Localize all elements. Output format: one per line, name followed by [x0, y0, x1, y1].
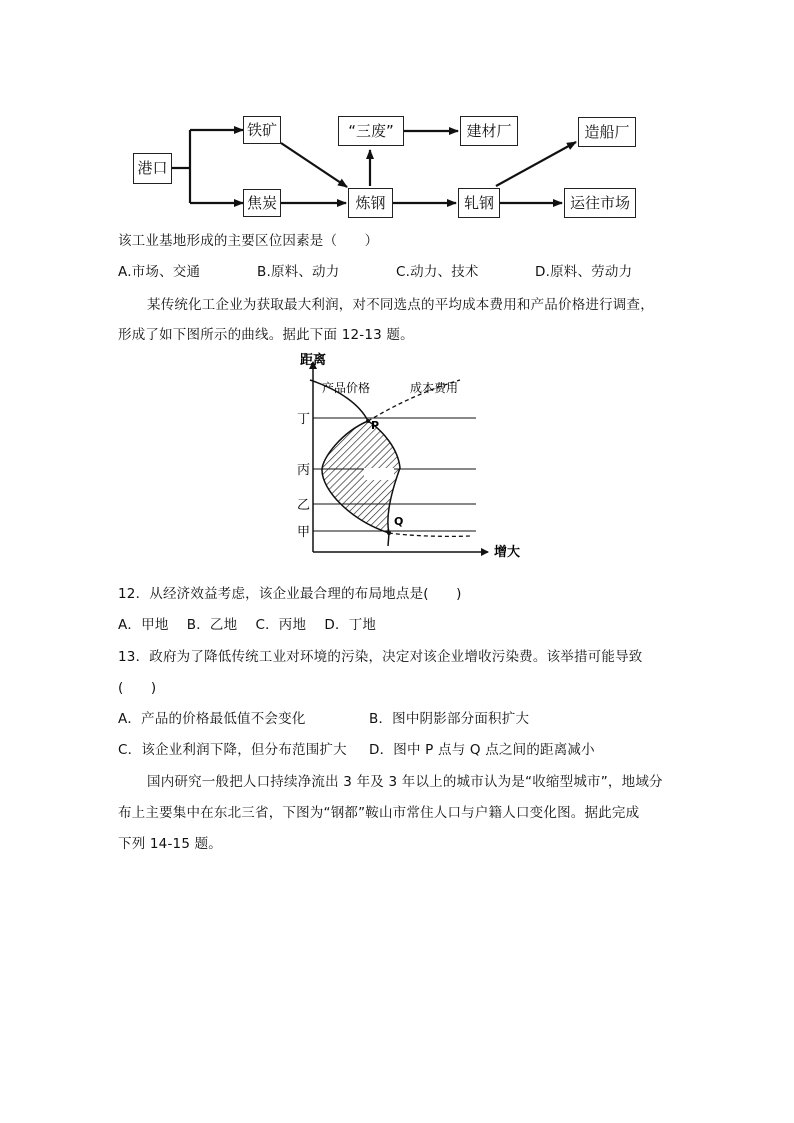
- price-label: 产品价格: [322, 381, 371, 395]
- cost-label: 成本费用: [410, 381, 459, 395]
- intro-14-15-line3: 下列 14-15 题。: [118, 836, 223, 852]
- box-steel-rolling: 轧钢: [458, 188, 500, 218]
- q11-option-c: C.动力、技术: [396, 264, 479, 280]
- arrow-iron-to-steel: [281, 143, 347, 187]
- box-market: 运往市场: [564, 188, 636, 218]
- q11-option-d: D.原料、劳动力: [535, 264, 633, 280]
- box-shipyard: 造船厂: [578, 117, 636, 147]
- box-port: 港口: [133, 153, 172, 184]
- box-iron-ore: 铁矿: [243, 116, 281, 144]
- flowchart-arrows: [0, 0, 794, 225]
- q13-option-b: B．图中阴影部分面积扩大: [369, 711, 530, 727]
- point-q: [387, 531, 391, 535]
- cost-price-chart: [270, 350, 530, 565]
- box-building-materials: 建材厂: [460, 116, 518, 146]
- label-yi: 乙: [297, 498, 311, 513]
- box-three-wastes: “三废”: [338, 116, 404, 146]
- q13-stem: 13．政府为了降低传统工业对环境的污染，决定对该企业增收污染费。该举措可能导致: [118, 649, 643, 665]
- label-p: P: [371, 419, 380, 432]
- q13-option-c: C．该企业利润下降，但分布范围扩大: [118, 742, 347, 758]
- q11-option-a: A.市场、交通: [118, 264, 201, 280]
- intro-12-13-line1: 某传统化工企业为获取最大利润，对不同选点的平均成本费用和产品价格进行调查，: [147, 297, 654, 313]
- intro-12-13-line2: 形成了如下图所示的曲线。据此下面 12-13 题。: [118, 327, 414, 343]
- intro-14-15-line1: 国内研究一般把人口持续净流出 3 年及 3 年以上的城市认为是“收缩型城市”，地域分: [147, 774, 663, 790]
- arrow-rolling-to-shipyard: [496, 142, 576, 186]
- label-jia: 甲: [297, 525, 311, 540]
- point-p: [366, 419, 370, 423]
- q12-stem: 12．从经济效益考虑，该企业最合理的布局地点是( ): [118, 586, 462, 602]
- label-bing: 丙: [297, 463, 311, 478]
- box-steelmaking: 炼钢: [348, 188, 393, 218]
- blank-patch: [364, 468, 394, 480]
- x-axis-label: 增大: [494, 545, 521, 560]
- label-ding: 丁: [297, 412, 311, 427]
- q11-option-b: B.原料、动力: [257, 264, 340, 280]
- box-coke: 焦炭: [243, 189, 281, 217]
- label-q: Q: [394, 515, 404, 528]
- q12-options: A．甲地 B．乙地 C．丙地 D．丁地: [118, 617, 377, 633]
- cost-curve-dashed-low: [389, 533, 470, 536]
- q13-option-d: D．图中 P 点与 Q 点之间的距离减小: [369, 742, 595, 758]
- q13-blank: ( ): [118, 680, 157, 696]
- intro-14-15-line2: 布上主要集中在东北三省，下图为“钢都”鞍山市常住人口与户籍人口变化图。据此完成: [118, 805, 640, 821]
- y-axis-label: 距离: [300, 353, 327, 368]
- q13-option-a: A．产品的价格最低值不会变化: [118, 711, 306, 727]
- q11-stem: 该工业基地形成的主要区位因素是（ ）: [118, 233, 379, 249]
